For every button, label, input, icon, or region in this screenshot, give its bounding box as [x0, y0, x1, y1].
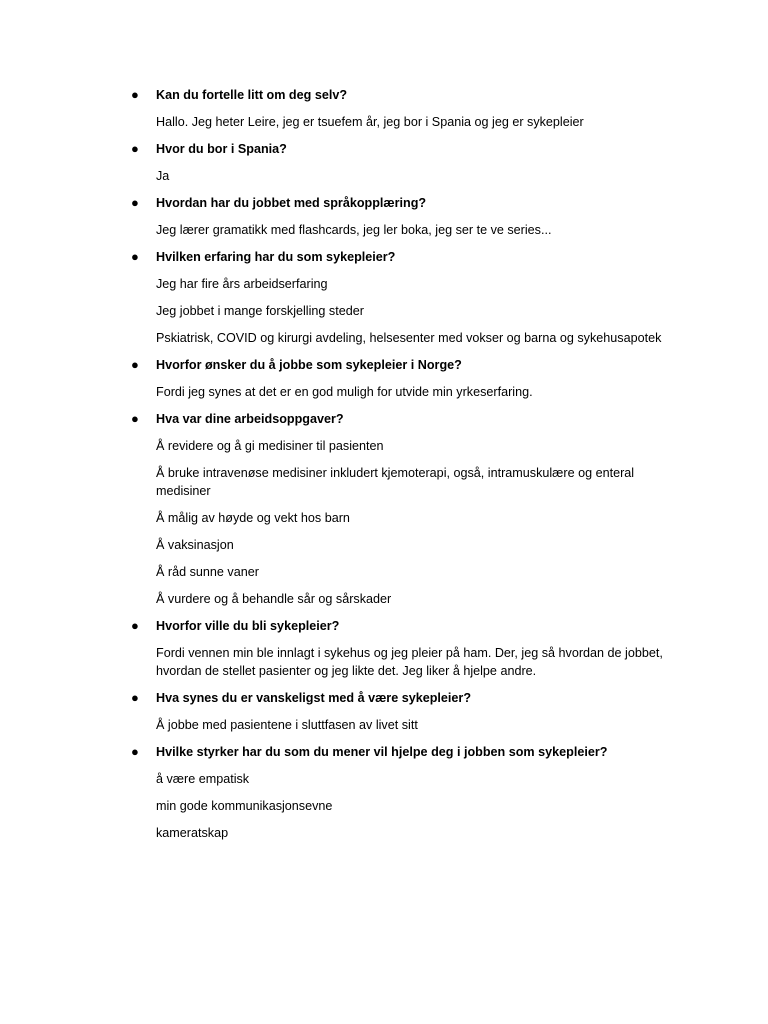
question-text: Hvorfor ønsker du å jobbe som sykepleier i Norge?: [156, 358, 462, 372]
answer: Å jobbe med pasientene i sluttfasen av livet sitt: [156, 718, 418, 732]
answer: Jeg jobbet i mange forskjelling steder: [156, 304, 364, 318]
answer: Å målig av høyde og vekt hos barn: [156, 511, 350, 525]
qa-item: [0, 356, 768, 401]
qa-item: [0, 689, 768, 734]
answer: Å vaksinasjon: [156, 538, 234, 552]
question-text: Hva synes du er vanskeligst med å være sykepleier?: [156, 691, 472, 705]
bullet-icon: ●: [131, 357, 139, 372]
document-page: [0, 86, 768, 851]
answer: Jeg har fire års arbeidserfaring: [156, 277, 328, 291]
answer: Jeg lærer gramatikk med flashcards, jeg ler boka, jeg ser te ve series...: [156, 223, 552, 237]
question: [0, 248, 768, 266]
answer: Å vurdere og å behandle sår og sårskader: [156, 592, 392, 606]
question-text: Hvilken erfaring har du som sykepleier?: [156, 250, 396, 264]
question-text: Hvorfor ville du bli sykepleier?: [156, 619, 340, 633]
answer: Å revidere og å gi medisiner til pasienten: [156, 439, 384, 453]
bullet-icon: ●: [131, 195, 139, 210]
bullet-icon: ●: [131, 87, 139, 102]
qa-item: [0, 617, 768, 680]
question-text: Hvilke styrker har du som du mener vil hjelpe deg i jobben som sykepleier?: [156, 745, 608, 759]
answer: Fordi jeg synes at det er en god muligh for utvide min yrkeserfaring.: [156, 385, 533, 399]
answer: Pskiatrisk, COVID og kirurgi avdeling, helsesenter med vokser og barna og sykehusapotek: [156, 331, 662, 345]
answer: kameratskap: [156, 826, 229, 840]
question: [0, 140, 768, 158]
bullet-icon: ●: [131, 141, 139, 156]
bullet-icon: ●: [131, 249, 139, 264]
question-text: Hvordan har du jobbet med språkopplæring?: [156, 196, 427, 210]
answer: Ja: [156, 169, 170, 183]
question: [0, 356, 768, 374]
question: [0, 743, 768, 761]
bullet-icon: ●: [131, 411, 139, 426]
qa-item: [0, 743, 768, 842]
qa-item: [0, 86, 768, 131]
question: [0, 689, 768, 707]
bullet-icon: ●: [131, 618, 139, 633]
bullet-icon: ●: [131, 744, 139, 759]
question-text: Hvor du bor i Spania?: [156, 142, 287, 156]
answer: Å råd sunne vaner: [156, 565, 259, 579]
question: [0, 86, 768, 104]
question-text: Hva var dine arbeidsoppgaver?: [156, 412, 344, 426]
answer: Å bruke intravenøse medisiner inkludert kjemoterapi, også, intramuskulære og enteral medisiner: [156, 466, 635, 498]
question: [0, 194, 768, 212]
answer: Fordi vennen min ble innlagt i sykehus og jeg pleier på ham. Der, jeg så hvordan de jobbet, hvordan de stellet pasienter og jeg likte det. Jeg liker å hjelpe andre.: [156, 646, 663, 678]
answer: min gode kommunikasjonsevne: [156, 799, 333, 813]
qa-item: [0, 140, 768, 185]
qa-item: [0, 248, 768, 347]
question: [0, 410, 768, 428]
qa-item: [0, 194, 768, 239]
answer: å være empatisk: [156, 772, 250, 786]
question-text: Kan du fortelle litt om deg selv?: [156, 88, 348, 102]
question: [0, 617, 768, 635]
answer: Hallo. Jeg heter Leire, jeg er tsuefem år, jeg bor i Spania og jeg er sykepleier: [156, 115, 584, 129]
qa-item: [0, 410, 768, 608]
bullet-icon: ●: [131, 690, 139, 705]
